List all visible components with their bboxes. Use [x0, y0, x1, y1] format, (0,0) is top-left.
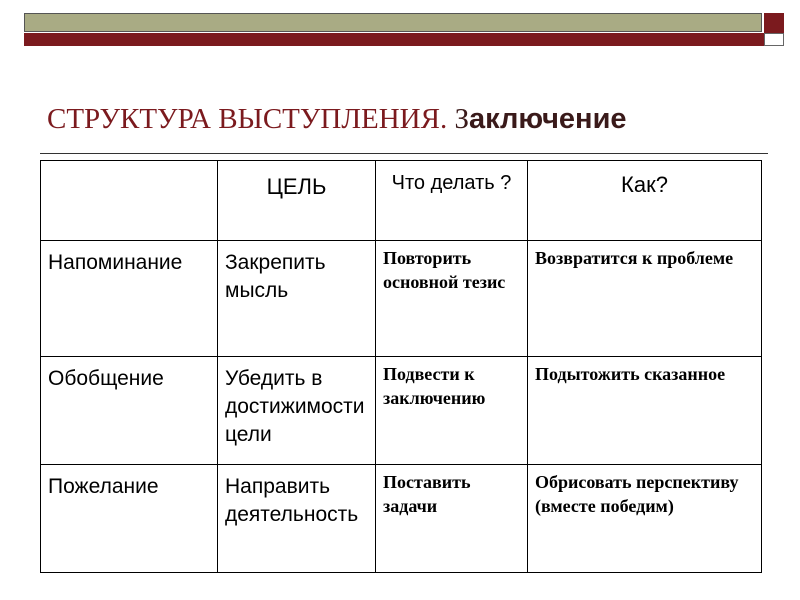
row-how: Возвратится к проблеме — [528, 241, 762, 357]
header-cell-empty — [41, 161, 218, 241]
row-label: Обобщение — [41, 357, 218, 465]
header-bar-olive — [24, 13, 762, 32]
row-goal: Направить деятельность — [218, 465, 376, 573]
row-goal: Убедить в достижимости цели — [218, 357, 376, 465]
title-main: СТРУКТУРА ВЫСТУПЛЕНИЯ. — [47, 103, 455, 135]
header-square-outline — [764, 33, 784, 46]
title-subtitle — [454, 103, 626, 135]
header-cell-what: Что делать ? — [376, 161, 528, 241]
table-row — [41, 357, 762, 465]
row-label: Пожелание — [41, 465, 218, 573]
row-goal: Закрепить мысль — [218, 241, 376, 357]
row-how: Обрисовать перспективу (вместе победим) — [528, 465, 762, 573]
row-label: Напоминание — [41, 241, 218, 357]
header-bar-maroon — [24, 33, 764, 46]
table-row — [41, 465, 762, 573]
table-row — [41, 241, 762, 357]
title-subtitle-initial: З — [454, 103, 470, 135]
header-cell-how: Как? — [528, 161, 762, 241]
row-what: Повторить основной тезис — [376, 241, 528, 357]
row-how: Подытожить сказанное — [528, 357, 762, 465]
row-what: Поставить задачи — [376, 465, 528, 573]
header-square-maroon — [764, 13, 784, 33]
title-subtitle-rest: аключение — [469, 103, 627, 135]
structure-table — [40, 160, 762, 573]
header-cell-goal: ЦЕЛЬ — [218, 161, 376, 241]
slide-title — [47, 103, 627, 136]
table-header-row — [41, 161, 762, 241]
title-rule — [40, 153, 768, 154]
row-what: Подвести к заключению — [376, 357, 528, 465]
